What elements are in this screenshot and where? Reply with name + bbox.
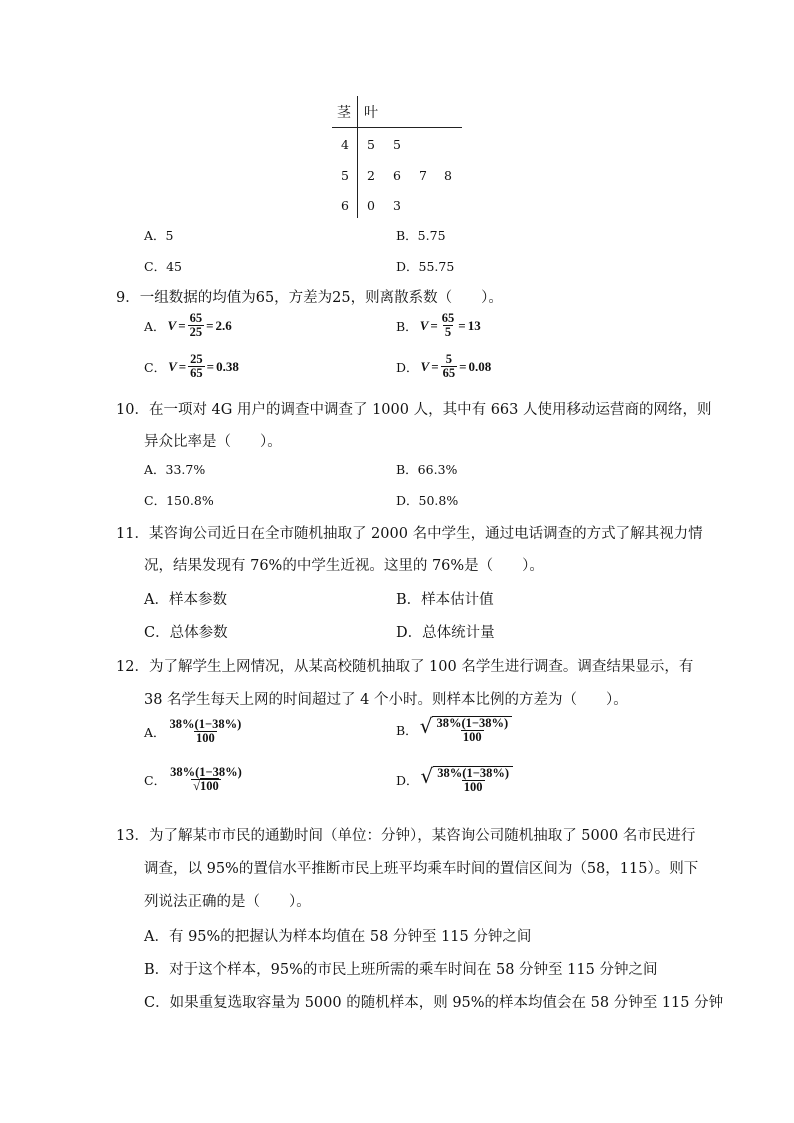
numerator: 5: [445, 352, 452, 366]
fraction: [168, 718, 244, 745]
result: 2.6: [215, 317, 232, 333]
numerator: 38%(1−38%): [436, 716, 509, 730]
q8-option-a: A．5: [144, 228, 174, 243]
leaf-header: 叶: [364, 105, 378, 121]
fraction: [440, 312, 457, 339]
variable-v: V: [420, 358, 430, 374]
leaf-value: 6: [393, 168, 401, 183]
leaf-value: 5: [367, 137, 375, 152]
fraction: [434, 717, 510, 744]
numerator: 38%(1−38%): [170, 765, 242, 779]
fraction: [441, 353, 458, 380]
numerator: 38%(1−38%): [169, 717, 242, 731]
numerator: 38%(1−38%): [437, 766, 509, 780]
q12-stem-line2: 38 名学生每天上网的时间超过了 4 个小时。则样本比例的方差为（ ）。: [144, 692, 628, 708]
q8-option-b: B．5.75: [396, 228, 446, 243]
q11-option-b: B．样本估计值: [396, 592, 494, 608]
stem-value: 5: [341, 168, 349, 183]
result: 0.08: [468, 358, 492, 374]
fraction: [435, 767, 511, 794]
q13-stem-line2: 调查，以 95%的置信水平推断市民上班平均乘车时间的置信区间为（58，115）。则下: [144, 861, 699, 877]
variable-v: V: [168, 358, 177, 374]
denominator: √100: [193, 779, 219, 794]
q13-stem-line3: 列说法正确的是（ ）。: [144, 894, 311, 910]
q10-option-b: B．66.3%: [396, 462, 458, 477]
option-label: D．: [396, 359, 419, 375]
q9-option-d: D． V = $\frac{5}{65}$ = 0.08: [396, 352, 492, 381]
q10-option-a: A．33.7%: [144, 462, 206, 477]
leaf-value: 5: [393, 137, 401, 152]
header-divider-line: [332, 127, 462, 128]
leaf-value: 7: [419, 168, 427, 183]
square-root: √ $\frac{38\%(1-38\%)}{100}$: [420, 716, 512, 744]
q11-option-a: A．样本参数: [144, 592, 227, 608]
q12-option-a: [144, 718, 243, 745]
leaf-value: 2: [367, 168, 375, 183]
denominator: 100: [463, 780, 483, 795]
q12-option-c: [144, 766, 244, 793]
result: 13: [467, 317, 481, 333]
denominator: 25: [189, 325, 203, 340]
option-label: C．: [144, 772, 167, 788]
option-label: C．: [144, 359, 167, 375]
numerator: 65: [441, 311, 455, 325]
stem-value: 4: [341, 137, 349, 152]
option-label: A．: [144, 724, 166, 740]
numerator: 25: [190, 352, 203, 366]
q13-option-c: C．如果重复选取容量为 5000 的随机样本，则 95%的样本均值会在 58 分钟至 115 分钟: [144, 995, 724, 1011]
variable-v: V: [167, 317, 177, 333]
q11-option-d: D．总体统计量: [396, 625, 495, 641]
leaf-value: 3: [393, 198, 401, 213]
q10-stem-line1: 10．在一项对 4G 用户的调查中调查了 1000 人，其中有 663 人使用移动运营商的网络，则: [116, 402, 712, 418]
leaf-value: 0: [367, 198, 375, 213]
option-label: B．: [396, 318, 418, 334]
denominator: 100: [196, 731, 215, 746]
q12-stem-line1: 12．为了解学生上网情况，从某高校随机抽取了 100 名学生进行调查。调查结果显示，有: [116, 659, 694, 675]
q8-option-c: C．45: [144, 259, 182, 274]
q12-option-d: [396, 766, 513, 794]
stem-header: 茎: [337, 105, 351, 121]
option-label: D．: [396, 773, 419, 789]
square-root: √ $\frac{38\%(1-38\%)}{100}$: [421, 766, 513, 794]
q11-option-c: C．总体参数: [144, 625, 228, 641]
q8-option-d: D．55.75: [396, 259, 455, 274]
denominator: 5: [444, 325, 452, 340]
q10-option-c: C．150.8%: [144, 493, 214, 508]
denominator: 65: [442, 366, 456, 381]
q9-option-a: A． V = $\frac{65}{25}$ = 2.6: [144, 311, 232, 340]
q12-option-b: [396, 716, 512, 744]
variable-v: V: [419, 317, 429, 333]
q11-stem-line2: 况，结果发现有 76%的中学生近视。这里的 76%是（ ）。: [144, 558, 544, 574]
denominator: 100: [462, 730, 482, 745]
denominator: 65: [190, 366, 203, 381]
q11-stem-line1: 11．某咨询公司近日在全市随机抽取了 2000 名中学生，通过电话调查的方式了解其视力情: [116, 526, 703, 542]
q9-option-c: C． V = $\frac{25}{65}$ = 0.38: [144, 352, 239, 381]
option-label: B．: [396, 723, 418, 739]
numerator: 65: [189, 311, 203, 325]
radicand: 100: [199, 779, 219, 794]
q13-option-b: B．对于这个样本，95%的市民上班所需的乘车时间在 58 分钟至 115 分钟之间: [144, 962, 658, 978]
q13-stem-line1: 13．为了解某市市民的通勤时间（单位：分钟），某咨询公司随机抽取了 5000 名市民进行: [116, 828, 696, 844]
q10-option-d: D．50.8%: [396, 493, 459, 508]
q13-option-a: A．有 95%的把握认为样本均值在 58 分钟至 115 分钟之间: [144, 929, 532, 945]
fraction: [168, 766, 244, 793]
option-label: A．: [144, 318, 166, 334]
q10-stem-line2: 异众比率是（ ）。: [144, 434, 282, 450]
leaf-value: 8: [444, 168, 452, 183]
stem-divider-line: [357, 96, 358, 218]
fraction: [188, 312, 205, 339]
q9-stem: 9．一组数据的均值为65，方差为25，则离散系数（ ）。: [116, 290, 503, 306]
stem-value: 6: [341, 198, 349, 213]
fraction: [188, 353, 205, 380]
q9-option-b: B． V = $\frac{65}{5}$ = 13: [396, 311, 481, 340]
result: 0.38: [216, 358, 239, 374]
